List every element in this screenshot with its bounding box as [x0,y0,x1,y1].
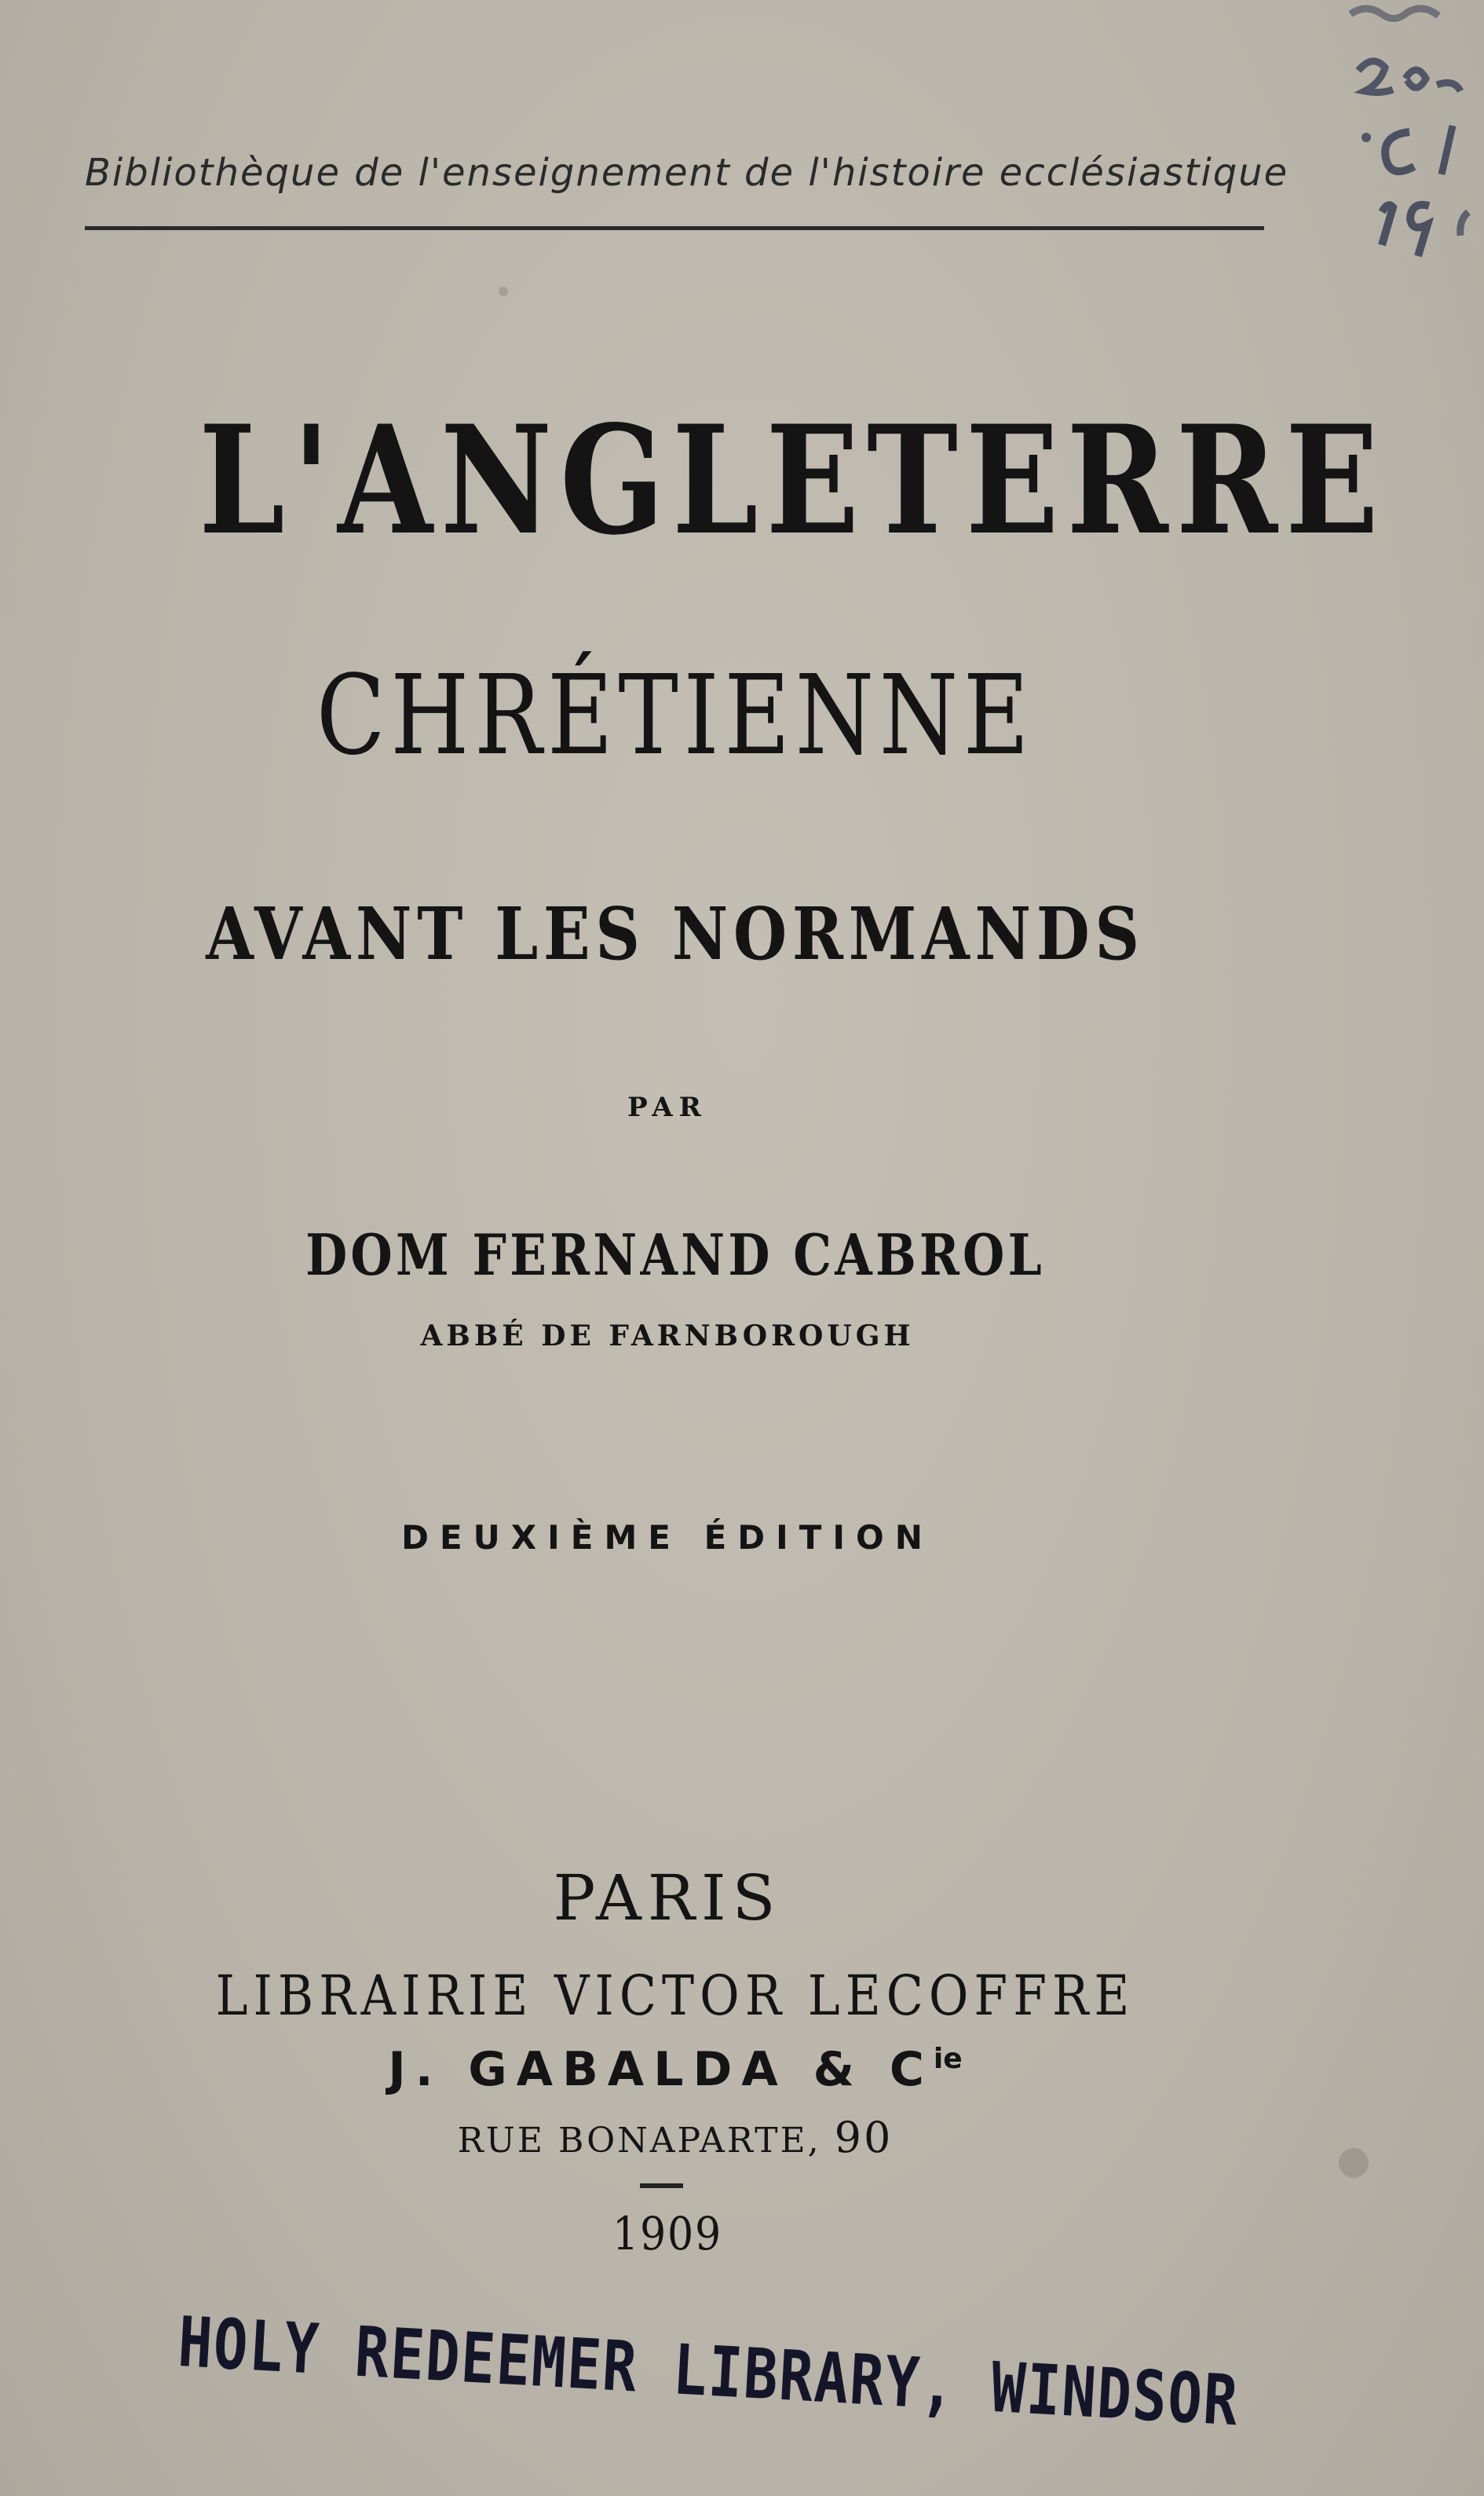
series-title: Bibliothèque de l'enseignement de l'histoire ecclésiastique [85,151,1289,195]
publisher-2-sup: ie [933,2043,963,2075]
byline: PAR [627,1092,707,1123]
imprint-year: 1909 [612,2207,723,2260]
edition: DEUXIÈME ÉDITION [401,1518,934,1557]
publisher-2-c: C [889,2042,934,2097]
title-line-1: L'ANGLETERRE [199,393,1387,568]
imprint-publisher: LIBRAIRIE VICTOR LECOFFRE [215,1963,1135,2028]
title-line-3: AVANT LES NORMANDS [206,891,1145,976]
address-number: 90 [834,2113,894,2162]
author-name: DOM FERNAND CABROL [305,1221,1045,1288]
imprint-address [94,2113,1256,2162]
imprint-publisher-2 [94,2042,1256,2097]
library-stamp: HOLY REDEEMER LIBRARY, WINDSOR [176,2301,1241,2442]
publisher-2-name: J. GABALDA & [388,2042,864,2097]
paper-speck [499,287,508,296]
series-rule [85,226,1264,230]
handwritten-call-number [1335,0,1484,259]
address-street: RUE BONAPARTE, [457,2121,821,2161]
paper-smudge [1339,2148,1369,2178]
author-role: ABBÉ DE FARNBOROUGH [420,1319,915,1352]
title-line-2: CHRÉTIENNE [316,652,1035,780]
year-rule [640,2183,683,2188]
imprint-city: PARIS [553,1861,782,1934]
